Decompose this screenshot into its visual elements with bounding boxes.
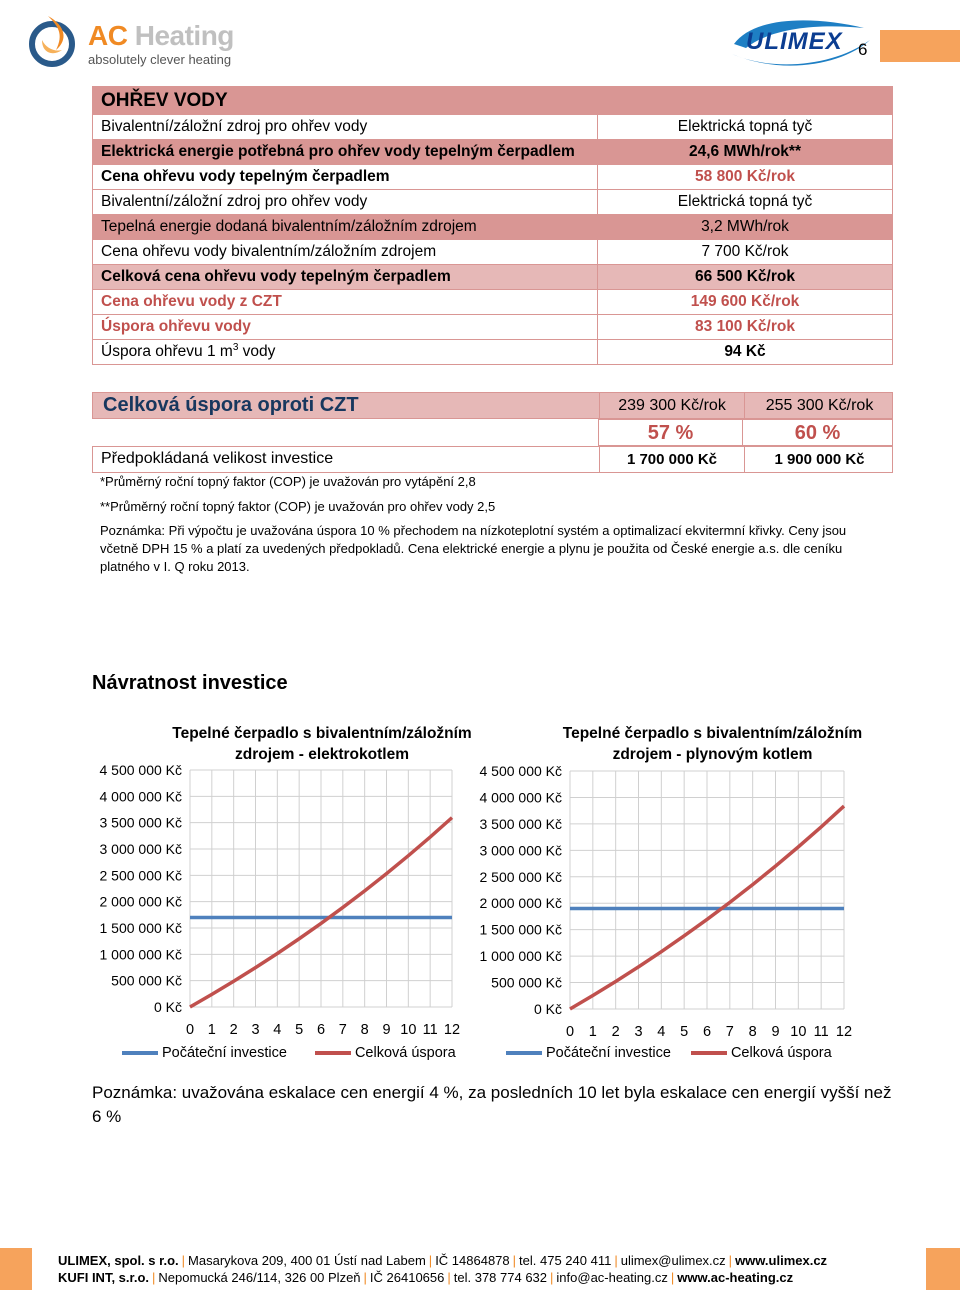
x-tick-label: 7 bbox=[725, 1024, 734, 1040]
x-tick-label: 1 bbox=[588, 1024, 597, 1040]
legend-swatch-saving bbox=[315, 1051, 351, 1055]
x-tick-label: 8 bbox=[360, 1022, 369, 1038]
table-row bbox=[93, 165, 893, 190]
x-tick-label: 5 bbox=[295, 1022, 304, 1038]
table-row bbox=[93, 115, 893, 140]
investment-value-1: 1 700 000 Kč bbox=[599, 447, 744, 472]
payback-chart-gas bbox=[472, 720, 872, 1070]
table-title: OHŘEV VODY bbox=[93, 87, 893, 115]
y-tick-label: 500 000 Kč bbox=[491, 974, 562, 991]
y-tick-label: 2 000 000 Kč bbox=[99, 893, 182, 910]
row-label: Celková cena ohřevu vody tepelným čerpadlem bbox=[93, 265, 598, 290]
partner-brand: ULIMEX bbox=[746, 28, 843, 55]
summary-investment-row bbox=[92, 446, 893, 473]
footer-accent-left bbox=[0, 1248, 32, 1290]
flame-logo-icon bbox=[24, 10, 84, 70]
y-tick-label: 2 000 000 Kč bbox=[479, 895, 562, 912]
header-accent-bar bbox=[880, 30, 960, 62]
footnote-cop-heating: *Průměrný roční topný faktor (COP) je uvažován pro vytápění 2,8 bbox=[100, 474, 476, 489]
y-tick-label: 1 000 000 Kč bbox=[99, 946, 182, 963]
row-label: Bivalentní/záložní zdroj pro ohřev vody bbox=[93, 115, 598, 140]
row-label: Tepelná energie dodaná bivalentním/záložním zdrojem bbox=[93, 215, 598, 240]
table-row bbox=[93, 340, 893, 365]
x-tick-label: 12 bbox=[443, 1022, 461, 1038]
payback-chart-electric bbox=[92, 720, 482, 1070]
x-tick-label: 0 bbox=[185, 1022, 195, 1038]
brand-tagline: absolutely clever heating bbox=[88, 52, 232, 67]
y-tick-label: 3 000 000 Kč bbox=[479, 842, 562, 859]
y-tick-label: 1 500 000 Kč bbox=[479, 921, 562, 938]
row-value: 149 600 Kč/rok bbox=[598, 290, 893, 315]
ulimex-logo bbox=[724, 14, 874, 74]
brand-name: AC Heating bbox=[88, 20, 234, 51]
row-label: Cena ohřevu vody tepelným čerpadlem bbox=[93, 165, 598, 190]
footer-line-ulimex: ULIMEX, spol. s r.o. | Masarykova 209, 400 01 Ústí nad Labem | IČ 14864878 | tel. 475 240 411 | ulimex@ulimex.cz | www.ulimex.cz bbox=[58, 1253, 828, 1268]
y-tick-label: 3 500 000 Kč bbox=[99, 814, 182, 831]
table-row bbox=[93, 315, 893, 340]
x-tick-label: 3 bbox=[634, 1024, 643, 1040]
table-row bbox=[93, 240, 893, 265]
table-header-row bbox=[93, 87, 893, 115]
y-tick-label: 2 500 000 Kč bbox=[479, 868, 562, 885]
y-tick-label: 4 500 000 Kč bbox=[99, 762, 182, 778]
x-tick-label: 2 bbox=[611, 1024, 620, 1040]
calculation-note: Poznámka: Při výpočtu je uvažována úspora 10 % přechodem na nízkoteplotní systém a optimalizací ekvitermní křivky. Ceny jsou včetně DPH 15 % a platí za uvedených předpokladů. Cena elektrické energie a plynu je použita od České energie a.s. dle ceníku platného v I. Q roku 2013. bbox=[100, 523, 847, 574]
x-tick-label: 4 bbox=[657, 1024, 666, 1040]
x-tick-label: 6 bbox=[702, 1024, 712, 1040]
investment-value-2: 1 900 000 Kč bbox=[744, 447, 894, 472]
x-tick-label: 7 bbox=[338, 1022, 347, 1038]
x-tick-label: 10 bbox=[400, 1022, 417, 1038]
saving-value-1: 239 300 Kč/rok bbox=[599, 393, 744, 420]
summary-savings-row bbox=[92, 392, 893, 419]
x-tick-label: 6 bbox=[316, 1022, 326, 1038]
y-tick-label: 0 Kč bbox=[533, 1001, 562, 1017]
investment-label: Předpokládaná velikost investice bbox=[101, 450, 334, 467]
row-value: 3,2 MWh/rok bbox=[598, 215, 893, 240]
x-tick-label: 4 bbox=[273, 1022, 282, 1038]
table-row bbox=[93, 190, 893, 215]
x-tick-label: 12 bbox=[835, 1024, 853, 1040]
saving-percent-1: 57 % bbox=[598, 419, 743, 446]
row-label: Elektrická energie potřebná pro ohřev vody tepelným čerpadlem bbox=[93, 140, 598, 165]
page-number: 6 bbox=[858, 40, 868, 59]
row-value: 58 800 Kč/rok bbox=[598, 165, 893, 190]
x-tick-label: 5 bbox=[680, 1024, 689, 1040]
legend-label: Celková úspora bbox=[730, 1045, 832, 1061]
x-tick-label: 8 bbox=[748, 1024, 757, 1040]
chart-plot bbox=[92, 720, 482, 1040]
row-label: Cena ohřevu vody bivalentním/záložním zdrojem bbox=[93, 240, 598, 265]
x-tick-label: 0 bbox=[565, 1024, 575, 1040]
y-tick-label: 4 000 000 Kč bbox=[479, 789, 562, 806]
x-tick-label: 11 bbox=[422, 1022, 438, 1038]
row-value: 7 700 Kč/rok bbox=[598, 240, 893, 265]
footer-line-kufi: KUFI INT, s.r.o. | Nepomucká 246/114, 326 00 Plzeň | IČ 26410656 | tel. 378 774 632 | info@ac-heating.cz | www.ac-heating.cz bbox=[58, 1270, 794, 1285]
row-value: 83 100 Kč/rok bbox=[598, 315, 893, 340]
y-tick-label: 0 Kč bbox=[153, 999, 182, 1015]
table-row bbox=[93, 290, 893, 315]
legend-label: Počáteční investice bbox=[162, 1045, 287, 1061]
y-tick-label: 500 000 Kč bbox=[111, 972, 182, 989]
ac-heating-logo bbox=[24, 10, 244, 70]
legend-swatch-investment bbox=[506, 1051, 542, 1055]
section-title: Návratnost investice bbox=[92, 672, 288, 694]
row-value: Elektrická topná tyč bbox=[598, 190, 893, 215]
y-tick-label: 4 000 000 Kč bbox=[99, 788, 182, 805]
footer-accent-right bbox=[926, 1248, 960, 1290]
x-tick-label: 10 bbox=[790, 1024, 807, 1040]
y-tick-label: 2 500 000 Kč bbox=[99, 867, 182, 884]
table-row bbox=[93, 140, 893, 165]
savings-summary bbox=[92, 392, 893, 474]
escalation-note: Poznámka: uvažována eskalace cen energií 4 %, za posledních 10 let byla eskalace cen energií vyšší než 6 % bbox=[92, 1083, 892, 1126]
saving-value-2: 255 300 Kč/rok bbox=[744, 393, 894, 420]
row-label: Úspora ohřevu vody bbox=[93, 315, 598, 340]
y-tick-label: 3 500 000 Kč bbox=[479, 815, 562, 832]
legend-swatch-saving bbox=[691, 1051, 727, 1055]
legend-swatch-investment bbox=[122, 1051, 158, 1055]
x-tick-label: 9 bbox=[771, 1024, 780, 1040]
x-tick-label: 9 bbox=[382, 1022, 391, 1038]
chart-legend bbox=[122, 1045, 456, 1061]
x-tick-label: 11 bbox=[813, 1024, 829, 1040]
table-row bbox=[93, 215, 893, 240]
legend-label: Počáteční investice bbox=[546, 1045, 671, 1061]
page-footer bbox=[0, 1248, 960, 1290]
row-label: Bivalentní/záložní zdroj pro ohřev vody bbox=[93, 190, 598, 215]
row-value: 66 500 Kč/rok bbox=[598, 265, 893, 290]
x-tick-label: 2 bbox=[229, 1022, 238, 1038]
x-tick-label: 3 bbox=[251, 1022, 260, 1038]
legend-label: Celková úspora bbox=[354, 1045, 456, 1061]
table-row bbox=[93, 265, 893, 290]
row-value: 24,6 MWh/rok** bbox=[598, 140, 893, 165]
row-label: Cena ohřevu vody z CZT bbox=[93, 290, 598, 315]
y-tick-label: 1 000 000 Kč bbox=[479, 948, 562, 965]
summary-title: Celková úspora oproti CZT bbox=[103, 394, 359, 416]
water-heating-table bbox=[92, 86, 893, 365]
row-label: Úspora ohřevu 1 $m^3$ vody bbox=[93, 340, 598, 365]
chart-legend bbox=[506, 1045, 832, 1061]
chart-plot bbox=[472, 720, 872, 1042]
footnote-cop-water: **Průměrný roční topný faktor (COP) je uvažován pro ohřev vody 2,5 bbox=[100, 499, 496, 514]
saving-percent-2: 60 % bbox=[743, 419, 893, 446]
row-value: Elektrická topná tyč bbox=[598, 115, 893, 140]
y-tick-label: 1 500 000 Kč bbox=[99, 920, 182, 936]
x-tick-label: 1 bbox=[207, 1022, 216, 1038]
y-tick-label: 3 000 000 Kč bbox=[99, 841, 182, 857]
row-value: 94 Kč bbox=[598, 340, 893, 365]
y-tick-label: 4 500 000 Kč bbox=[479, 763, 562, 779]
chart-title: Tepelné čerpadlo s bivalentním/záložním zdrojem - elektrokotlem bbox=[172, 725, 472, 763]
chart-title: Tepelné čerpadlo s bivalentním/záložním zdrojem - plynovým kotlem bbox=[562, 725, 863, 763]
